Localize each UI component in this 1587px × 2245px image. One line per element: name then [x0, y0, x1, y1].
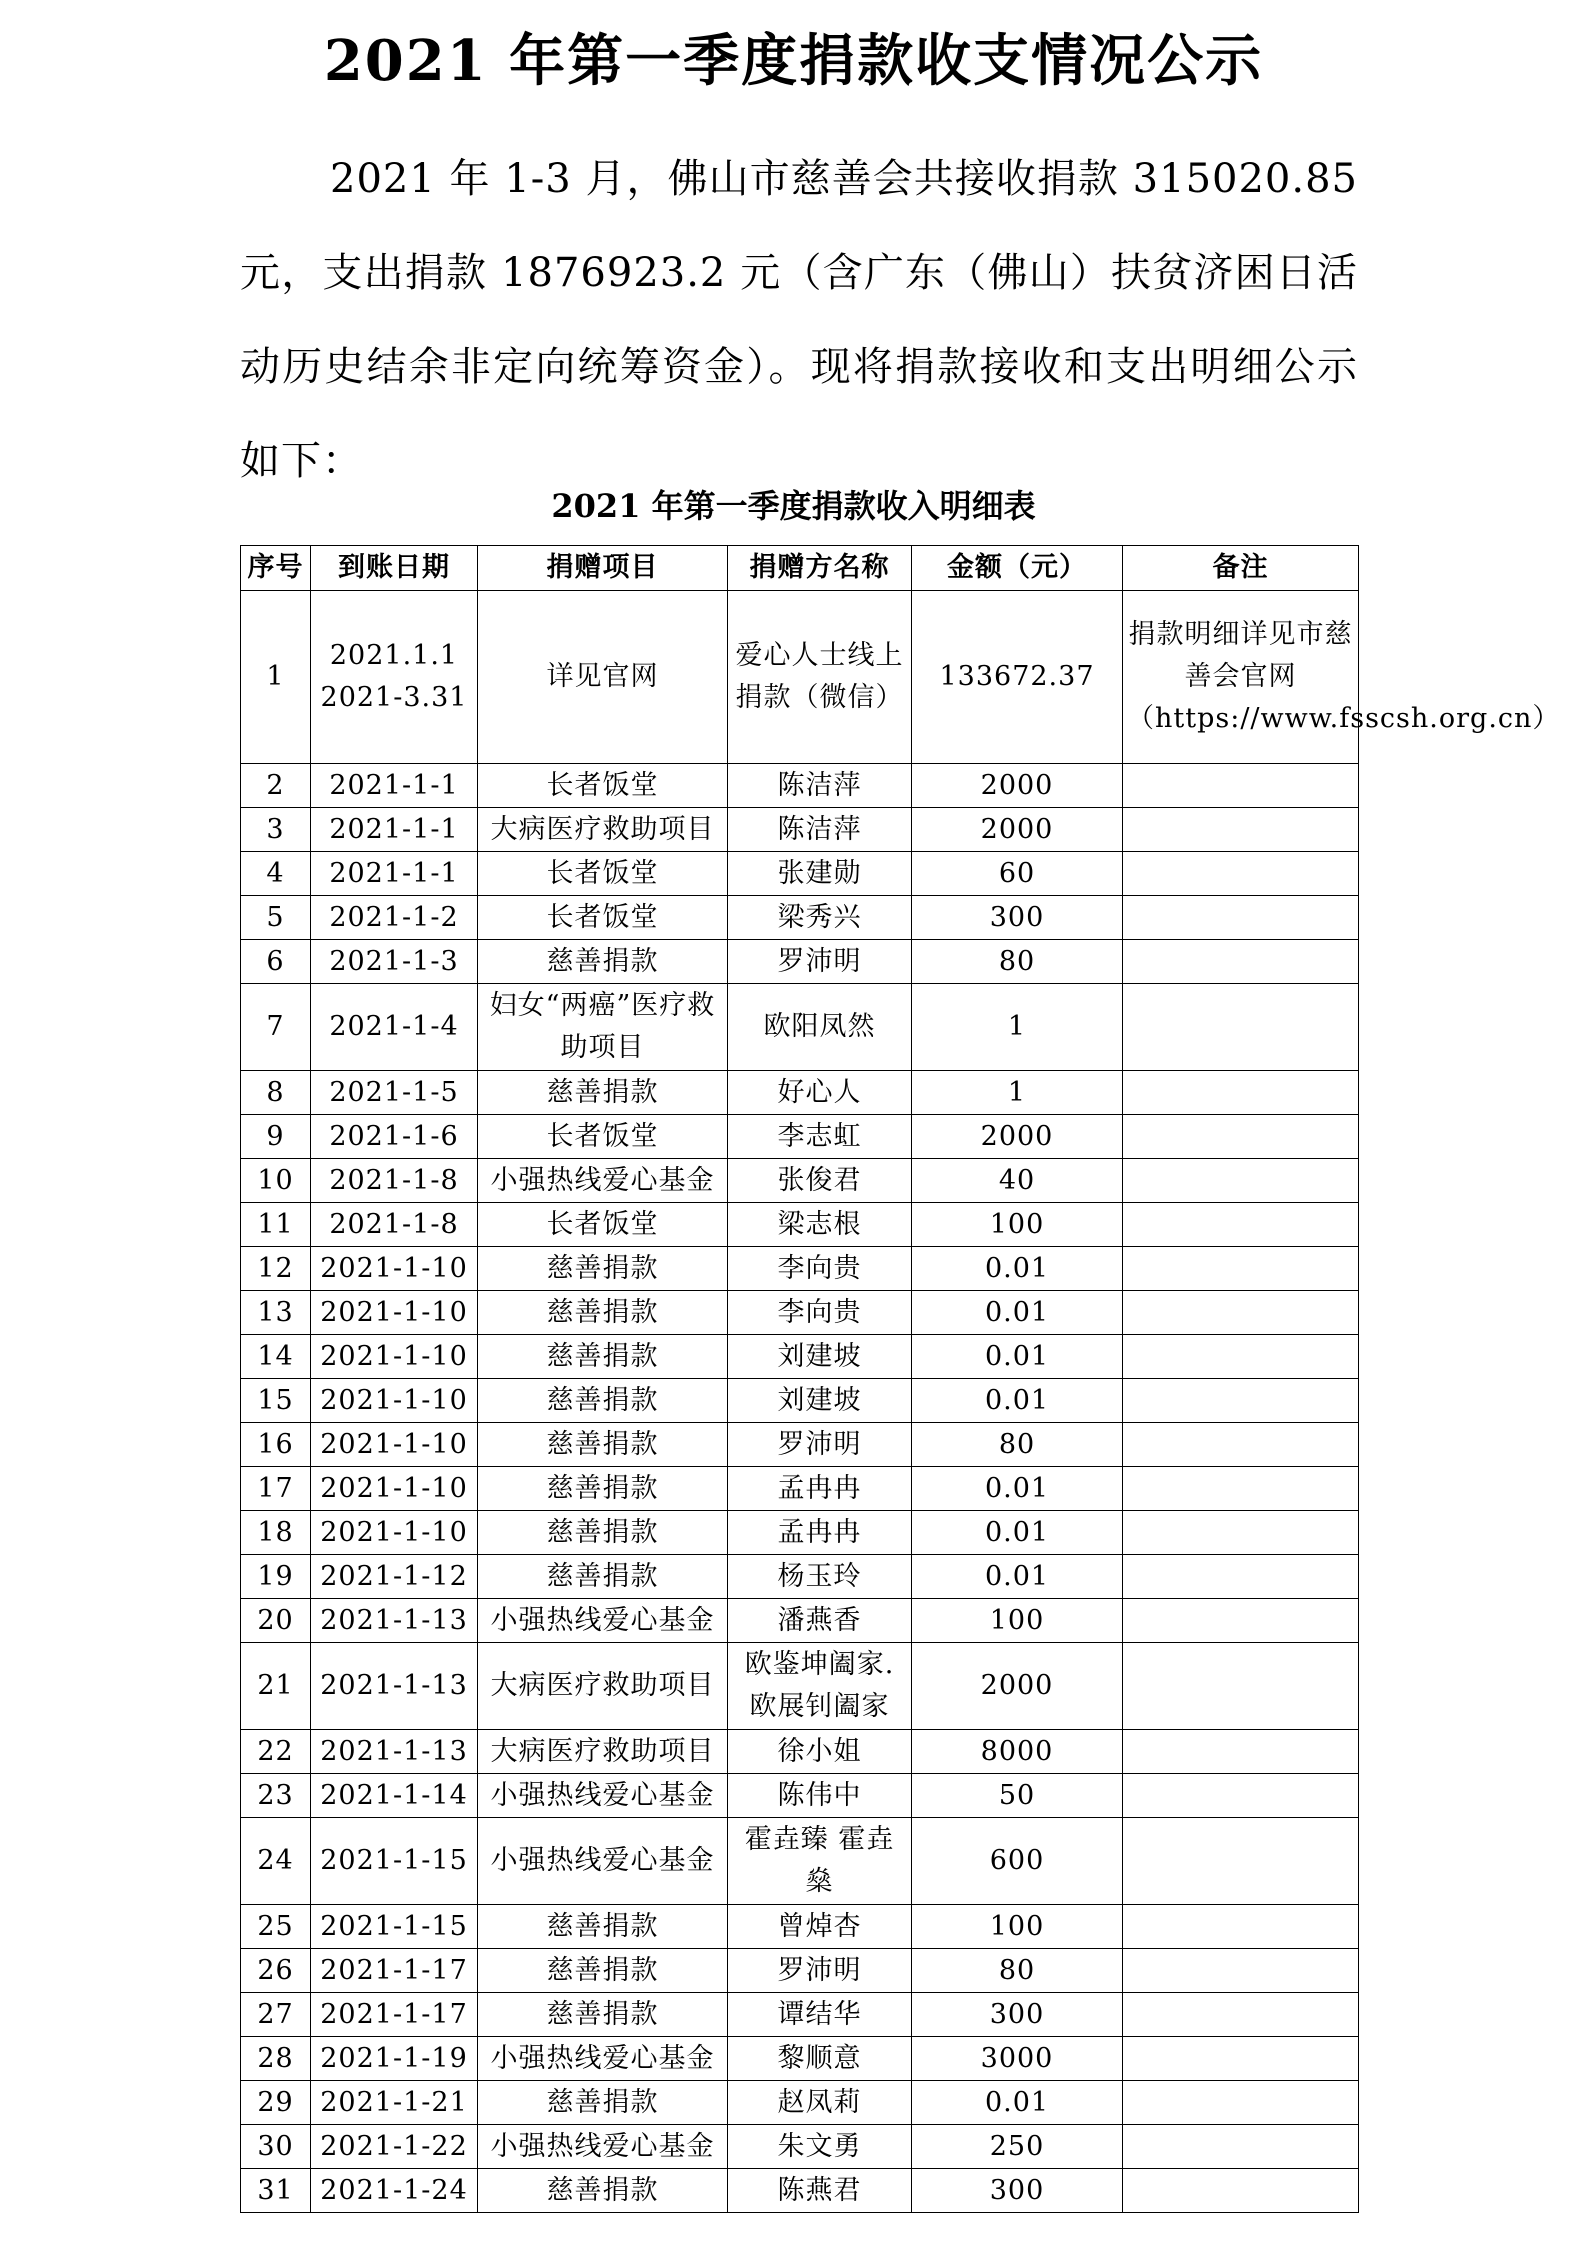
- cell-amount: 0.01: [912, 1555, 1123, 1599]
- cell-project: 妇女“两癌”医疗救助项目: [478, 984, 728, 1071]
- table-row: [241, 1905, 1359, 1949]
- table-row: [241, 1949, 1359, 1993]
- cell-no: 11: [241, 1203, 311, 1247]
- table-row: [241, 984, 1359, 1071]
- page-title: 2021 年第一季度捐款收支情况公示: [323, 28, 1264, 94]
- cell-project: 慈善捐款: [478, 1335, 728, 1379]
- cell-remark: [1123, 808, 1359, 852]
- cell-remark: [1123, 1643, 1359, 1730]
- cell-no: 1: [241, 591, 311, 764]
- cell-no: 26: [241, 1949, 311, 1993]
- income-table: [240, 545, 1561, 2213]
- cell-project: 小强热线爱心基金: [478, 2037, 728, 2081]
- cell-date: 2021-1-10: [311, 1511, 478, 1555]
- cell-project: 慈善捐款: [478, 1949, 728, 1993]
- cell-date: 2021-1-10: [311, 1247, 478, 1291]
- cell-date: 2021-1-21: [311, 2081, 478, 2125]
- table-row: [241, 1423, 1359, 1467]
- cell-remark: [1123, 1071, 1359, 1115]
- cell-date: 2021-1-15: [311, 1905, 478, 1949]
- cell-donor: 罗沛明: [728, 1423, 912, 1467]
- cell-donor: 陈洁萍: [728, 808, 912, 852]
- cell-project: 小强热线爱心基金: [478, 2125, 728, 2169]
- cell-remark: [1123, 1115, 1359, 1159]
- cell-no: 4: [241, 852, 311, 896]
- cell-remark: [1123, 1511, 1359, 1555]
- cell-remark: [1123, 1159, 1359, 1203]
- cell-project: 详见官网: [478, 591, 728, 764]
- cell-no: 22: [241, 1730, 311, 1774]
- cell-donor: 陈洁萍: [728, 764, 912, 808]
- cell-amount: 3000: [912, 2037, 1123, 2081]
- table-title: 2021 年第一季度捐款收入明细表: [551, 487, 1036, 525]
- table-row: [241, 1730, 1359, 1774]
- header-date: 到账日期: [311, 546, 478, 591]
- cell-date: 2021-1-6: [311, 1115, 478, 1159]
- cell-amount: 2000: [912, 1643, 1123, 1730]
- table-row: [241, 1643, 1359, 1730]
- cell-project: 长者饭堂: [478, 764, 728, 808]
- cell-amount: 0.01: [912, 1467, 1123, 1511]
- table-row: [241, 1203, 1359, 1247]
- cell-no: 3: [241, 808, 311, 852]
- table-row: [241, 591, 1359, 764]
- cell-project: 慈善捐款: [478, 1291, 728, 1335]
- cell-date: 2021-1-3: [311, 940, 478, 984]
- cell-project: 慈善捐款: [478, 2169, 728, 2213]
- cell-donor: 刘建坡: [728, 1335, 912, 1379]
- cell-amount: 1: [912, 1071, 1123, 1115]
- table-row: [241, 896, 1359, 940]
- cell-remark: [1123, 2169, 1359, 2213]
- cell-project: 慈善捐款: [478, 1423, 728, 1467]
- table-header-row: [241, 546, 1359, 591]
- table-row: [241, 1467, 1359, 1511]
- cell-remark: [1123, 1555, 1359, 1599]
- table-row: [241, 1291, 1359, 1335]
- table-row: [241, 2125, 1359, 2169]
- cell-donor: 欧鉴坤阖家.欧展钊阖家: [728, 1643, 912, 1730]
- cell-remark: [1123, 852, 1359, 896]
- cell-donor: 张俊君: [728, 1159, 912, 1203]
- cell-project: 大病医疗救助项目: [478, 808, 728, 852]
- cell-amount: 0.01: [912, 1511, 1123, 1555]
- table-row: [241, 1071, 1359, 1115]
- cell-project: 长者饭堂: [478, 896, 728, 940]
- cell-remark: [1123, 1247, 1359, 1291]
- cell-donor: 朱文勇: [728, 2125, 912, 2169]
- cell-amount: 80: [912, 1949, 1123, 1993]
- cell-no: 19: [241, 1555, 311, 1599]
- cell-remark: [1123, 1467, 1359, 1511]
- cell-donor: 罗沛明: [728, 940, 912, 984]
- cell-date: 2021-1-17: [311, 1993, 478, 2037]
- cell-date: 2021-1-2: [311, 896, 478, 940]
- table-row: [241, 1335, 1359, 1379]
- cell-remark: [1123, 2081, 1359, 2125]
- cell-project: 长者饭堂: [478, 1115, 728, 1159]
- cell-date: 2021-1-12: [311, 1555, 478, 1599]
- cell-project: 慈善捐款: [478, 1511, 728, 1555]
- cell-amount: 60: [912, 852, 1123, 896]
- cell-project: 慈善捐款: [478, 1555, 728, 1599]
- cell-no: 25: [241, 1905, 311, 1949]
- cell-no: 31: [241, 2169, 311, 2213]
- cell-donor: 李向贵: [728, 1291, 912, 1335]
- cell-date: 2021-1-24: [311, 2169, 478, 2213]
- cell-remark: [1123, 1335, 1359, 1379]
- table-row: [241, 852, 1359, 896]
- cell-amount: 250: [912, 2125, 1123, 2169]
- cell-donor: 孟冉冉: [728, 1467, 912, 1511]
- header-remark: 备注: [1123, 546, 1359, 591]
- cell-amount: 80: [912, 1423, 1123, 1467]
- cell-amount: 8000: [912, 1730, 1123, 1774]
- cell-date: 2021-1-1: [311, 852, 478, 896]
- cell-remark: [1123, 1993, 1359, 2037]
- cell-date: 2021-1-1: [311, 808, 478, 852]
- cell-no: 16: [241, 1423, 311, 1467]
- cell-amount: 50: [912, 1774, 1123, 1818]
- cell-donor: 徐小姐: [728, 1730, 912, 1774]
- cell-project: 长者饭堂: [478, 852, 728, 896]
- table-row: [241, 1159, 1359, 1203]
- cell-remark: [1123, 1730, 1359, 1774]
- table-row: [241, 1555, 1359, 1599]
- table-row: [241, 1115, 1359, 1159]
- cell-amount: 2000: [912, 764, 1123, 808]
- cell-donor: 赵凤莉: [728, 2081, 912, 2125]
- cell-project: 慈善捐款: [478, 1467, 728, 1511]
- table-row: [241, 2081, 1359, 2125]
- table-row: [241, 2169, 1359, 2213]
- cell-date: 2021-1-4: [311, 984, 478, 1071]
- cell-donor: 黎顺意: [728, 2037, 912, 2081]
- cell-no: 6: [241, 940, 311, 984]
- cell-donor: 刘建坡: [728, 1379, 912, 1423]
- cell-project: 慈善捐款: [478, 1071, 728, 1115]
- cell-no: 23: [241, 1774, 311, 1818]
- cell-donor: 梁秀兴: [728, 896, 912, 940]
- cell-remark: [1123, 896, 1359, 940]
- cell-donor: 霍垚臻 霍垚燊: [728, 1818, 912, 1905]
- cell-remark: [1123, 764, 1359, 808]
- table-row: [241, 1379, 1359, 1423]
- cell-no: 29: [241, 2081, 311, 2125]
- cell-donor: 陈伟中: [728, 1774, 912, 1818]
- cell-project: 慈善捐款: [478, 1905, 728, 1949]
- cell-no: 5: [241, 896, 311, 940]
- cell-project: 小强热线爱心基金: [478, 1599, 728, 1643]
- cell-no: 24: [241, 1818, 311, 1905]
- header-amount: 金额（元）: [912, 546, 1123, 591]
- cell-project: 小强热线爱心基金: [478, 1159, 728, 1203]
- cell-project: 大病医疗救助项目: [478, 1730, 728, 1774]
- table-row: [241, 1818, 1359, 1905]
- cell-no: 15: [241, 1379, 311, 1423]
- cell-remark: [1123, 984, 1359, 1071]
- cell-remark: [1123, 2037, 1359, 2081]
- cell-no: 27: [241, 1993, 311, 2037]
- table-row: [241, 2037, 1359, 2081]
- cell-remark: [1123, 1379, 1359, 1423]
- cell-remark: 捐款明细详见市慈善会官网（https://www.fsscsh.org.cn）: [1123, 591, 1359, 764]
- cell-donor: 好心人: [728, 1071, 912, 1115]
- cell-remark: [1123, 1599, 1359, 1643]
- cell-date: 2021-1-13: [311, 1599, 478, 1643]
- cell-date: 2021-1-22: [311, 2125, 478, 2169]
- cell-date: 2021-1-10: [311, 1379, 478, 1423]
- cell-amount: 300: [912, 2169, 1123, 2213]
- cell-project: 长者饭堂: [478, 1203, 728, 1247]
- cell-donor: 谭结华: [728, 1993, 912, 2037]
- header-project: 捐赠项目: [478, 546, 728, 591]
- cell-remark: [1123, 1423, 1359, 1467]
- cell-date: 2021-1-13: [311, 1643, 478, 1730]
- table-row: [241, 1599, 1359, 1643]
- cell-date: 2021-1-19: [311, 2037, 478, 2081]
- table-row: [241, 1247, 1359, 1291]
- cell-donor: 陈燕君: [728, 2169, 912, 2213]
- cell-no: 7: [241, 984, 311, 1071]
- cell-date: 2021-1-10: [311, 1467, 478, 1511]
- cell-donor: 曾焯杏: [728, 1905, 912, 1949]
- cell-date: 2021-1-10: [311, 1335, 478, 1379]
- cell-date: 2021-1-13: [311, 1730, 478, 1774]
- cell-remark: [1123, 2125, 1359, 2169]
- cell-date: 2021-1-17: [311, 1949, 478, 1993]
- cell-project: 大病医疗救助项目: [478, 1643, 728, 1730]
- cell-no: 28: [241, 2037, 311, 2081]
- cell-remark: [1123, 1949, 1359, 1993]
- cell-project: 小强热线爱心基金: [478, 1774, 728, 1818]
- cell-project: 慈善捐款: [478, 1993, 728, 2037]
- cell-amount: 40: [912, 1159, 1123, 1203]
- cell-no: 12: [241, 1247, 311, 1291]
- cell-no: 9: [241, 1115, 311, 1159]
- cell-date: 2021-1-14: [311, 1774, 478, 1818]
- cell-donor: 梁志根: [728, 1203, 912, 1247]
- cell-no: 13: [241, 1291, 311, 1335]
- cell-amount: 100: [912, 1203, 1123, 1247]
- cell-donor: 罗沛明: [728, 1949, 912, 1993]
- cell-remark: [1123, 1203, 1359, 1247]
- cell-amount: 2000: [912, 1115, 1123, 1159]
- cell-project: 慈善捐款: [478, 2081, 728, 2125]
- cell-amount: 100: [912, 1905, 1123, 1949]
- cell-remark: [1123, 1905, 1359, 1949]
- cell-amount: 300: [912, 1993, 1123, 2037]
- cell-no: 21: [241, 1643, 311, 1730]
- cell-date: 2021-1-8: [311, 1203, 478, 1247]
- intro-paragraph: 2021 年 1-3 月，佛山市慈善会共接收捐款 315020.85 元，支出捐款 1876923.2 元（含广东（佛山）扶贫济困日活动历史结余非定向统筹资金）。现将捐款接收和支出明细公示如下：: [240, 156, 1358, 484]
- table-row: [241, 1511, 1359, 1555]
- cell-project: 小强热线爱心基金: [478, 1818, 728, 1905]
- cell-donor: 李向贵: [728, 1247, 912, 1291]
- cell-no: 20: [241, 1599, 311, 1643]
- cell-project: 慈善捐款: [478, 1247, 728, 1291]
- cell-date: 2021-1-10: [311, 1291, 478, 1335]
- cell-remark: [1123, 1774, 1359, 1818]
- cell-no: 14: [241, 1335, 311, 1379]
- table-body: [241, 591, 1561, 2213]
- cell-date: 2021-1-10: [311, 1423, 478, 1467]
- cell-amount: 80: [912, 940, 1123, 984]
- cell-remark: [1123, 1818, 1359, 1905]
- cell-date: 2021-1-15: [311, 1818, 478, 1905]
- cell-amount: 1: [912, 984, 1123, 1071]
- cell-donor: 潘燕香: [728, 1599, 912, 1643]
- cell-donor: 张建勋: [728, 852, 912, 896]
- cell-amount: 300: [912, 896, 1123, 940]
- cell-remark: [1123, 1291, 1359, 1335]
- cell-donor: 杨玉玲: [728, 1555, 912, 1599]
- cell-date: 2021.1.1 2021-3.31: [311, 591, 478, 764]
- cell-amount: 0.01: [912, 1247, 1123, 1291]
- cell-no: 17: [241, 1467, 311, 1511]
- header-donor: 捐赠方名称: [728, 546, 912, 591]
- cell-no: 8: [241, 1071, 311, 1115]
- cell-amount: 2000: [912, 808, 1123, 852]
- table-row: [241, 940, 1359, 984]
- cell-date: 2021-1-1: [311, 764, 478, 808]
- cell-donor: 爱心人士线上捐款（微信）: [728, 591, 912, 764]
- cell-project: 慈善捐款: [478, 1379, 728, 1423]
- cell-amount: 0.01: [912, 1291, 1123, 1335]
- table-row: [241, 764, 1359, 808]
- cell-date: 2021-1-5: [311, 1071, 478, 1115]
- cell-no: 18: [241, 1511, 311, 1555]
- table-row: [241, 1774, 1359, 1818]
- cell-amount: 100: [912, 1599, 1123, 1643]
- cell-amount: 0.01: [912, 1335, 1123, 1379]
- table-row: [241, 808, 1359, 852]
- cell-amount: 600: [912, 1818, 1123, 1905]
- cell-amount: 0.01: [912, 2081, 1123, 2125]
- header-no: 序号: [241, 546, 311, 591]
- cell-date: 2021-1-8: [311, 1159, 478, 1203]
- cell-amount: 133672.37: [912, 591, 1123, 764]
- cell-no: 2: [241, 764, 311, 808]
- cell-donor: 欧阳凤然: [728, 984, 912, 1071]
- cell-donor: 李志虹: [728, 1115, 912, 1159]
- cell-donor: 孟冉冉: [728, 1511, 912, 1555]
- cell-remark: [1123, 940, 1359, 984]
- cell-project: 慈善捐款: [478, 940, 728, 984]
- cell-no: 10: [241, 1159, 311, 1203]
- table-row: [241, 1993, 1359, 2037]
- cell-no: 30: [241, 2125, 311, 2169]
- cell-amount: 0.01: [912, 1379, 1123, 1423]
